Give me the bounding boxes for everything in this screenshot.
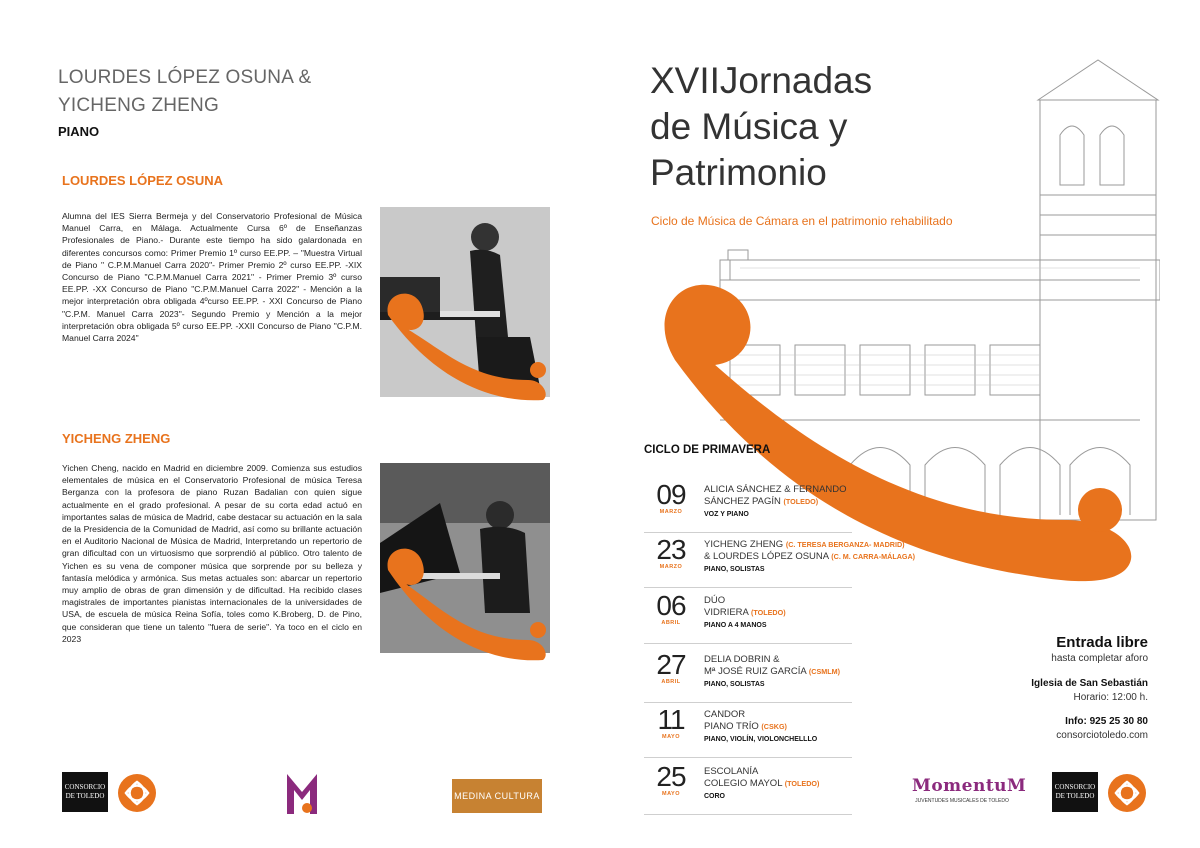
consorcio-toledo-logo: CONSORCIO DE TOLEDO (62, 772, 108, 812)
website-link[interactable]: consorciotoledo.com (1056, 730, 1148, 741)
orange-swash-decoration (378, 285, 553, 405)
artist-name-yicheng: YICHENG ZHENG (62, 431, 171, 446)
capacity-note: hasta completar aforo (1051, 653, 1148, 664)
knot-emblem-icon (116, 772, 158, 814)
schedule-time: Horario: 12:00 h. (1073, 692, 1148, 703)
free-entry-label: Entrada libre (1056, 634, 1148, 651)
info-phone: Info: 925 25 30 80 (1065, 716, 1148, 727)
orange-swash-decoration-2 (378, 540, 553, 665)
festival-title: XVIIJornadas de Música y Patrimonio (650, 60, 873, 193)
event-item: 23 MARZO YICHENG ZHENG (C. TERESA BERGANZA- MADRID) & LOURDES LÓPEZ OSUNA (C. M. CARRA-MÁLAGA) PIANO, SOLISTAS (644, 535, 852, 588)
consorcio-toledo-logo-right: CONSORCIO DE TOLEDO (1052, 772, 1098, 812)
festival-subtitle: Ciclo de Música de Cámara en el patrimonio rehabilitado (651, 214, 953, 228)
event-item: 25 MAYO ESCOLANÍA COLEGIO MAYOL (TOLEDO) CORO (644, 762, 852, 815)
artists-title: LOURDES LÓPEZ OSUNA & YICHENG ZHENG (58, 67, 312, 116)
knot-emblem-icon-right (1106, 772, 1148, 814)
event-item: 09 MARZO ALICIA SÁNCHEZ & FERNANDO SÁNCHEZ PAGÍN (TOLEDO) VOZ Y PIANO (644, 480, 852, 533)
artist-bio-yicheng: Yichen Cheng, nacido en Madrid en diciembre 2009. Comienza sus estudios elementales de música en el Conservatorio Profesional de música Teresa Berganza con la profesora de piano Ruzan Badalian con quien sigue actualmente en el grado profesional. A pesar de su corta edad actuó en importantes salas de música de Madrid, cabe destacar su actuación en la sala de la Presidencia de la Comunidad de Madrid, así como su brillante actuación en el Auditorio Nacional de Música de Madrid, Interpretando un repertorio de gran dificultad con un virtuosismo que sorprendió al público. Otro talento de Yichen es su vena de componer música que sorprende por su belleza y fantasía melódica y armónica. Sus metas actuales son: abarcar un repertorio muy amplio de obras de gran dimensión y de dificultad. Ha recibido clases magistrales de importantes pianistas internacionales de la universidades de USA, de escuela de música Reina Sofía, toles como K.Broberg, D. de Pino, que consideran que tiene un talento "fuera de serie". Ya toco en el ciclo en 2023 (62, 463, 362, 644)
m-brand-logo-icon (285, 770, 319, 816)
venue-name: Iglesia de San Sebastián (1031, 678, 1148, 689)
event-item: 06 ABRIL DÚO VIDRIERA (TOLEDO) PIANO A 4 MANOS (644, 591, 852, 644)
event-item: 27 ABRIL DELIA DOBRIN & Mª JOSÉ RUIZ GARCÍA (CSMLM) PIANO, SOLISTAS (644, 650, 852, 703)
event-item: 11 MAYO CANDOR PIANO TRÍO (CSKG) PIANO, VIOLÍN, VIOLONCHELLLO (644, 705, 852, 758)
medina-cultura-logo: MEDINA CULTURA (452, 779, 542, 813)
season-label: CICLO DE PRIMAVERA (644, 444, 771, 456)
artist-name-lourdes: LOURDES LÓPEZ OSUNA (62, 173, 224, 188)
momentum-logo: MomentuM JUVENTUDES MUSICALES DE TOLEDO (912, 776, 1027, 804)
artist-bio-lourdes: Alumna del IES Sierra Bermeja y del Conservatorio Profesional de Música Manuel Carra, en Málaga. Actualmente Cursa 6º de Enseñanzas Profesionales de Piano.- Durante este tiempo ha sido galardonada en diferentes concursos como: Primer Premio 1º curso EE.PP. – "Muestra Virtual de Piano " C.P.M.Manuel Carra 2020"- Primer Premio 2º curso EE.PP. -XIX Concurso de Piano "C.P.M.Manuel Carra 2021" - Primer Premio 3º curso EE.PP. -XX Concurso de Piano "C.P.M.Manuel Carra 2022" - Mención a la mejor interpretación obra obligada 4ºcurso EE.PP. - XXI Concurso de Piano "C.P.M. Manuel Carra 2023"- Segundo Premio y Mención a la mejor interpretación obra obligada 5º curso EE.PP. -XXII Concurso de Piano "C.P.M. Manuel Carra 2024" (62, 211, 362, 344)
instrument-label: PIANO (58, 124, 100, 139)
